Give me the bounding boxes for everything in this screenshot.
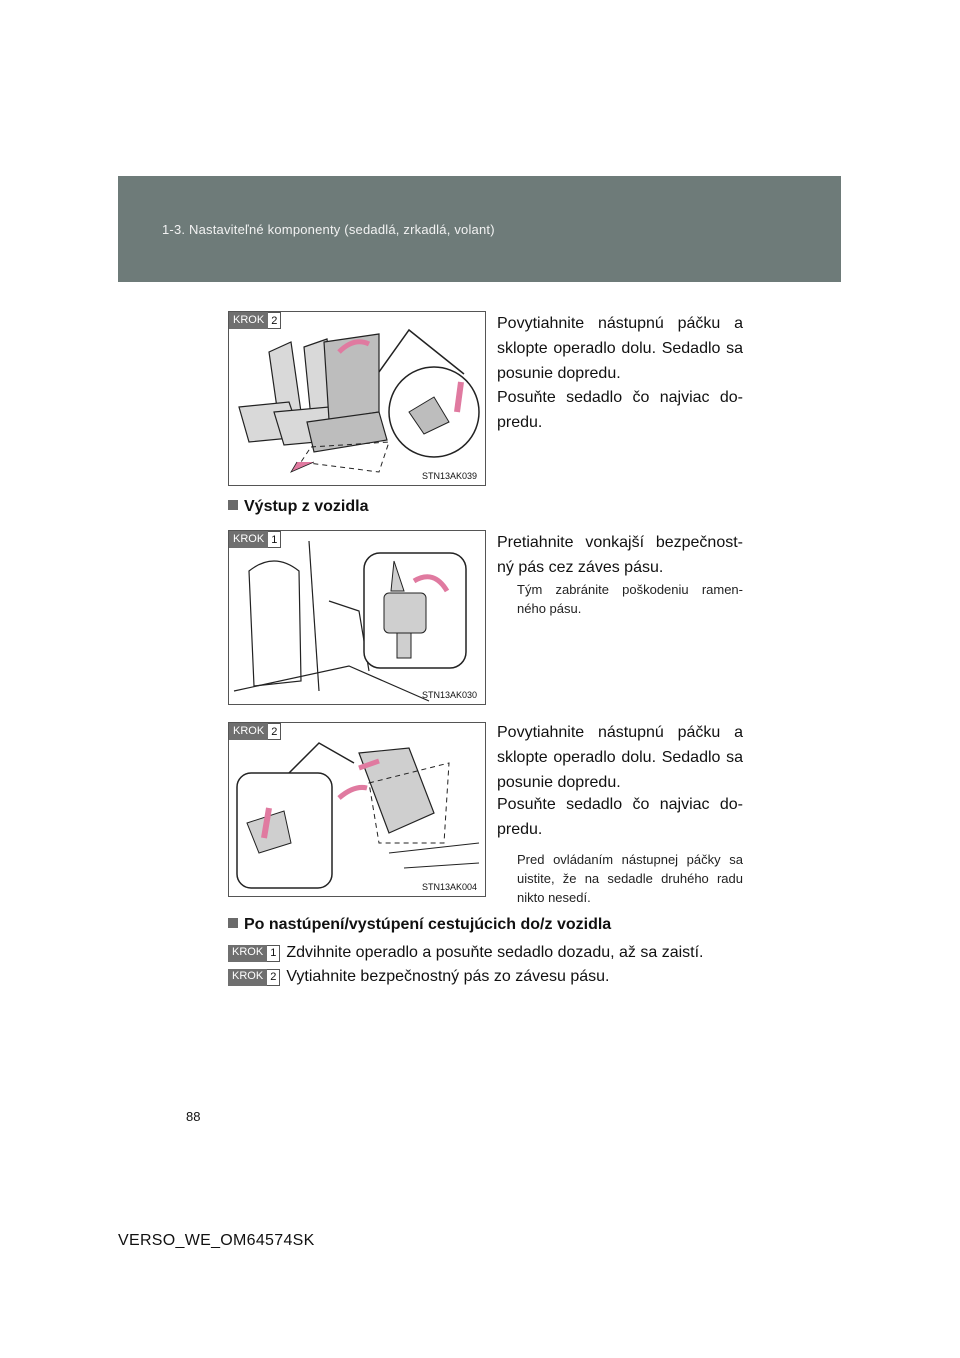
instruction-text: Posuňte sedadlo čo najviac do-predu. bbox=[497, 389, 743, 431]
section-heading: Výstup z vozidla bbox=[228, 498, 368, 516]
seats-drawing bbox=[229, 312, 485, 485]
step-text: Vytiahnite bezpečnostný pás zo závesu pásu. bbox=[286, 968, 610, 985]
step-line bbox=[228, 968, 609, 986]
step-badge: KROK 2 bbox=[229, 312, 281, 329]
step-badge: KROK 1 bbox=[229, 531, 281, 548]
step-badge: KROK 2 bbox=[228, 969, 280, 986]
section-heading: Po nastúpení/vystúpení cestujúcich do/z vozidla bbox=[228, 916, 611, 934]
step-badge: KROK 1 bbox=[228, 945, 280, 962]
note-text: Pred ovládaním nástupnej páčky sa uistite, že na sedadle druhého radu nikto nesedí. bbox=[517, 852, 743, 905]
bullet-square-icon bbox=[228, 500, 238, 510]
instruction-text: Povytiahnite nástupnú páčku a sklopte operadlo dolu. Sedadlo sa posunie dopredu. bbox=[497, 315, 743, 382]
step-badge: KROK 2 bbox=[229, 723, 281, 740]
step-line bbox=[228, 944, 703, 962]
instruction-text: Povytiahnite nástupnú páčku a sklopte operadlo dolu. Sedadlo sa posunie dopredu. bbox=[497, 724, 743, 791]
section-title: 1-3. Nastaviteľné komponenty (sedadlá, zrkadlá, volant) bbox=[162, 222, 495, 237]
illustration-fold-second-row bbox=[228, 722, 486, 897]
note-text: Tým zabránite poškodeniu ramen-ného pásu. bbox=[517, 582, 743, 616]
page-number: 88 bbox=[186, 1109, 201, 1124]
step-text: Zdvihnite operadlo a posuňte sedadlo dozadu, až sa zaistí. bbox=[286, 944, 704, 961]
bullet-square-icon bbox=[228, 918, 238, 928]
document-footer: VERSO_WE_OM64574SK bbox=[118, 1232, 315, 1249]
instruction-text: Pretiahnite vonkajší bezpečnost-ný pás cez záves pásu. bbox=[497, 534, 743, 576]
figure-code: STN13AK039 bbox=[421, 471, 477, 481]
seatbelt-drawing bbox=[229, 531, 485, 704]
figure-code: STN13AK004 bbox=[421, 882, 477, 892]
lever-drawing bbox=[229, 723, 485, 896]
illustration-fold-seats bbox=[228, 311, 486, 486]
figure-code: STN13AK030 bbox=[421, 690, 477, 700]
illustration-seatbelt bbox=[228, 530, 486, 705]
instruction-text: Posuňte sedadlo čo najviac do-predu. bbox=[497, 796, 743, 838]
chapter-header bbox=[118, 176, 841, 282]
